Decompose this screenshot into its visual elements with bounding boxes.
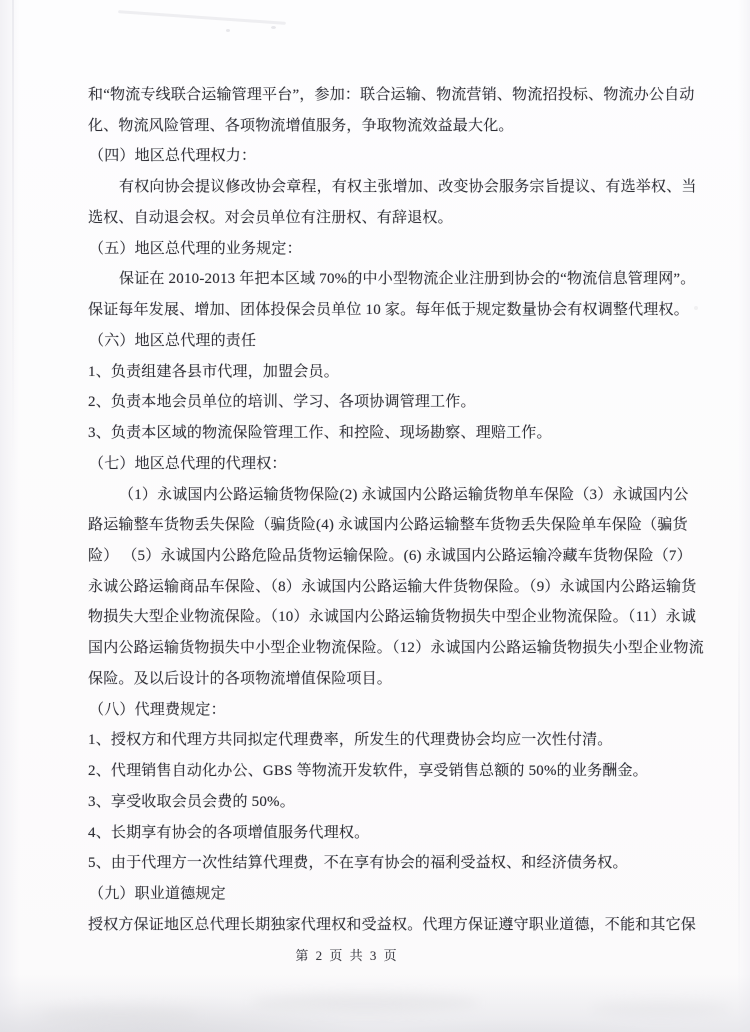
text-line: 化、物流风险管理、各项物流增值服务，争取物流效益最大化。 — [88, 117, 514, 134]
scan-smudge — [590, 1002, 730, 1016]
scan-smudge — [250, 994, 480, 1012]
text-line: 物损失大型企业物流保险。（10）永诚国内公路运输货物损失中型企业物流保险。（11）永诚 — [88, 609, 697, 626]
scan-smudge — [118, 10, 286, 25]
text-line: （七）地区总代理的代理权： — [89, 455, 287, 472]
text-line: 险） （5）永诚国内公路危险品货物运输保险。(6) 永诚国内公路运输冷藏车货物保险（7） — [88, 548, 692, 565]
scan-crease — [12, 0, 14, 470]
document-body — [88, 80, 708, 941]
text-line: （九）职业道德规定 — [89, 886, 226, 903]
text-line: （六）地区总代理的责任 — [89, 332, 257, 349]
scan-crease — [738, 560, 740, 1020]
text-line: 1、授权方和代理方共同拟定代理费率，所发生的代理费协会均应一次性付清。 — [88, 732, 613, 749]
text-line: 4、长期享有协会的各项增值服务代理权。 — [88, 824, 370, 841]
text-line: 5、由于代理方一次性结算代理费，不在享有协会的福利受益权、和经济债务权。 — [88, 855, 628, 872]
text-line: 国内公路运输货物损失中小型企业物流保险。（12）永诚国内公路运输货物损失小型企业物流 — [88, 640, 704, 657]
page-number: 第 2 页 共 3 页 — [295, 948, 399, 963]
text-line: 保证在 2010-2013 年把本区域 70%的中小型物流企业注册到协会的“物流信息管理网”。 — [119, 271, 696, 288]
scan-speck — [271, 26, 276, 29]
text-line: 有权向协会提议修改协会章程，有权主张增加、改变协会服务宗旨提议、有选举权、当 — [119, 179, 697, 196]
text-line: 1、负责组建各县市代理，加盟会员。 — [88, 363, 339, 380]
text-line: （四）地区总代理权力： — [89, 148, 257, 165]
text-line: 和“物流专线联合运输管理平台”，参加：联合运输、物流营销、物流招投标、物流办公自动 — [88, 87, 695, 103]
text-line: 保险。及以后设计的各项物流增值保险项目。 — [88, 670, 393, 687]
text-line: 3、负责本区域的物流保险管理工作、和控险、现场勘察、理赔工作。 — [88, 425, 552, 442]
text-line: 2、负责本地会员单位的培训、学习、各项协调管理工作。 — [88, 394, 476, 411]
text-line: 2、代理销售自动化办公、GBS 等物流开发软件，享受销售总额的 50%的业务酬金。 — [88, 763, 648, 780]
text-line: 保证每年发展、增加、团体投保会员单位 10 家。每年低于规定数量协会有权调整代理权。 — [88, 302, 689, 319]
text-line: 授权方保证地区总代理长期独家代理权和受益权。代理方保证遵守职业道德，不能和其它保 — [88, 916, 697, 933]
text-line: 永诚公路运输商品车保险、（8）永诚国内公路运输大件货物保险。（9）永诚国内公路运输货 — [88, 578, 697, 595]
scan-speck — [226, 29, 230, 32]
text-line: 3、享受收取会员会费的 50%。 — [88, 793, 295, 810]
text-line: （五）地区总代理的业务规定： — [89, 240, 302, 257]
text-line: 路运输整车货物丢失保险（骗货险(4) 永诚国内公路运输整车货物丢失保险单车保险（骗货 — [88, 517, 688, 534]
scan-smudge — [40, 1008, 200, 1024]
text-line: （1）永诚国内公路运输货物保险(2) 永诚国内公路运输货物单车保险（3）永诚国内公 — [119, 486, 689, 503]
text-line: （八）代理费规定： — [89, 701, 226, 718]
text-line: 选权、自动退会权。对会员单位有注册权、有辞退权。 — [88, 209, 453, 226]
